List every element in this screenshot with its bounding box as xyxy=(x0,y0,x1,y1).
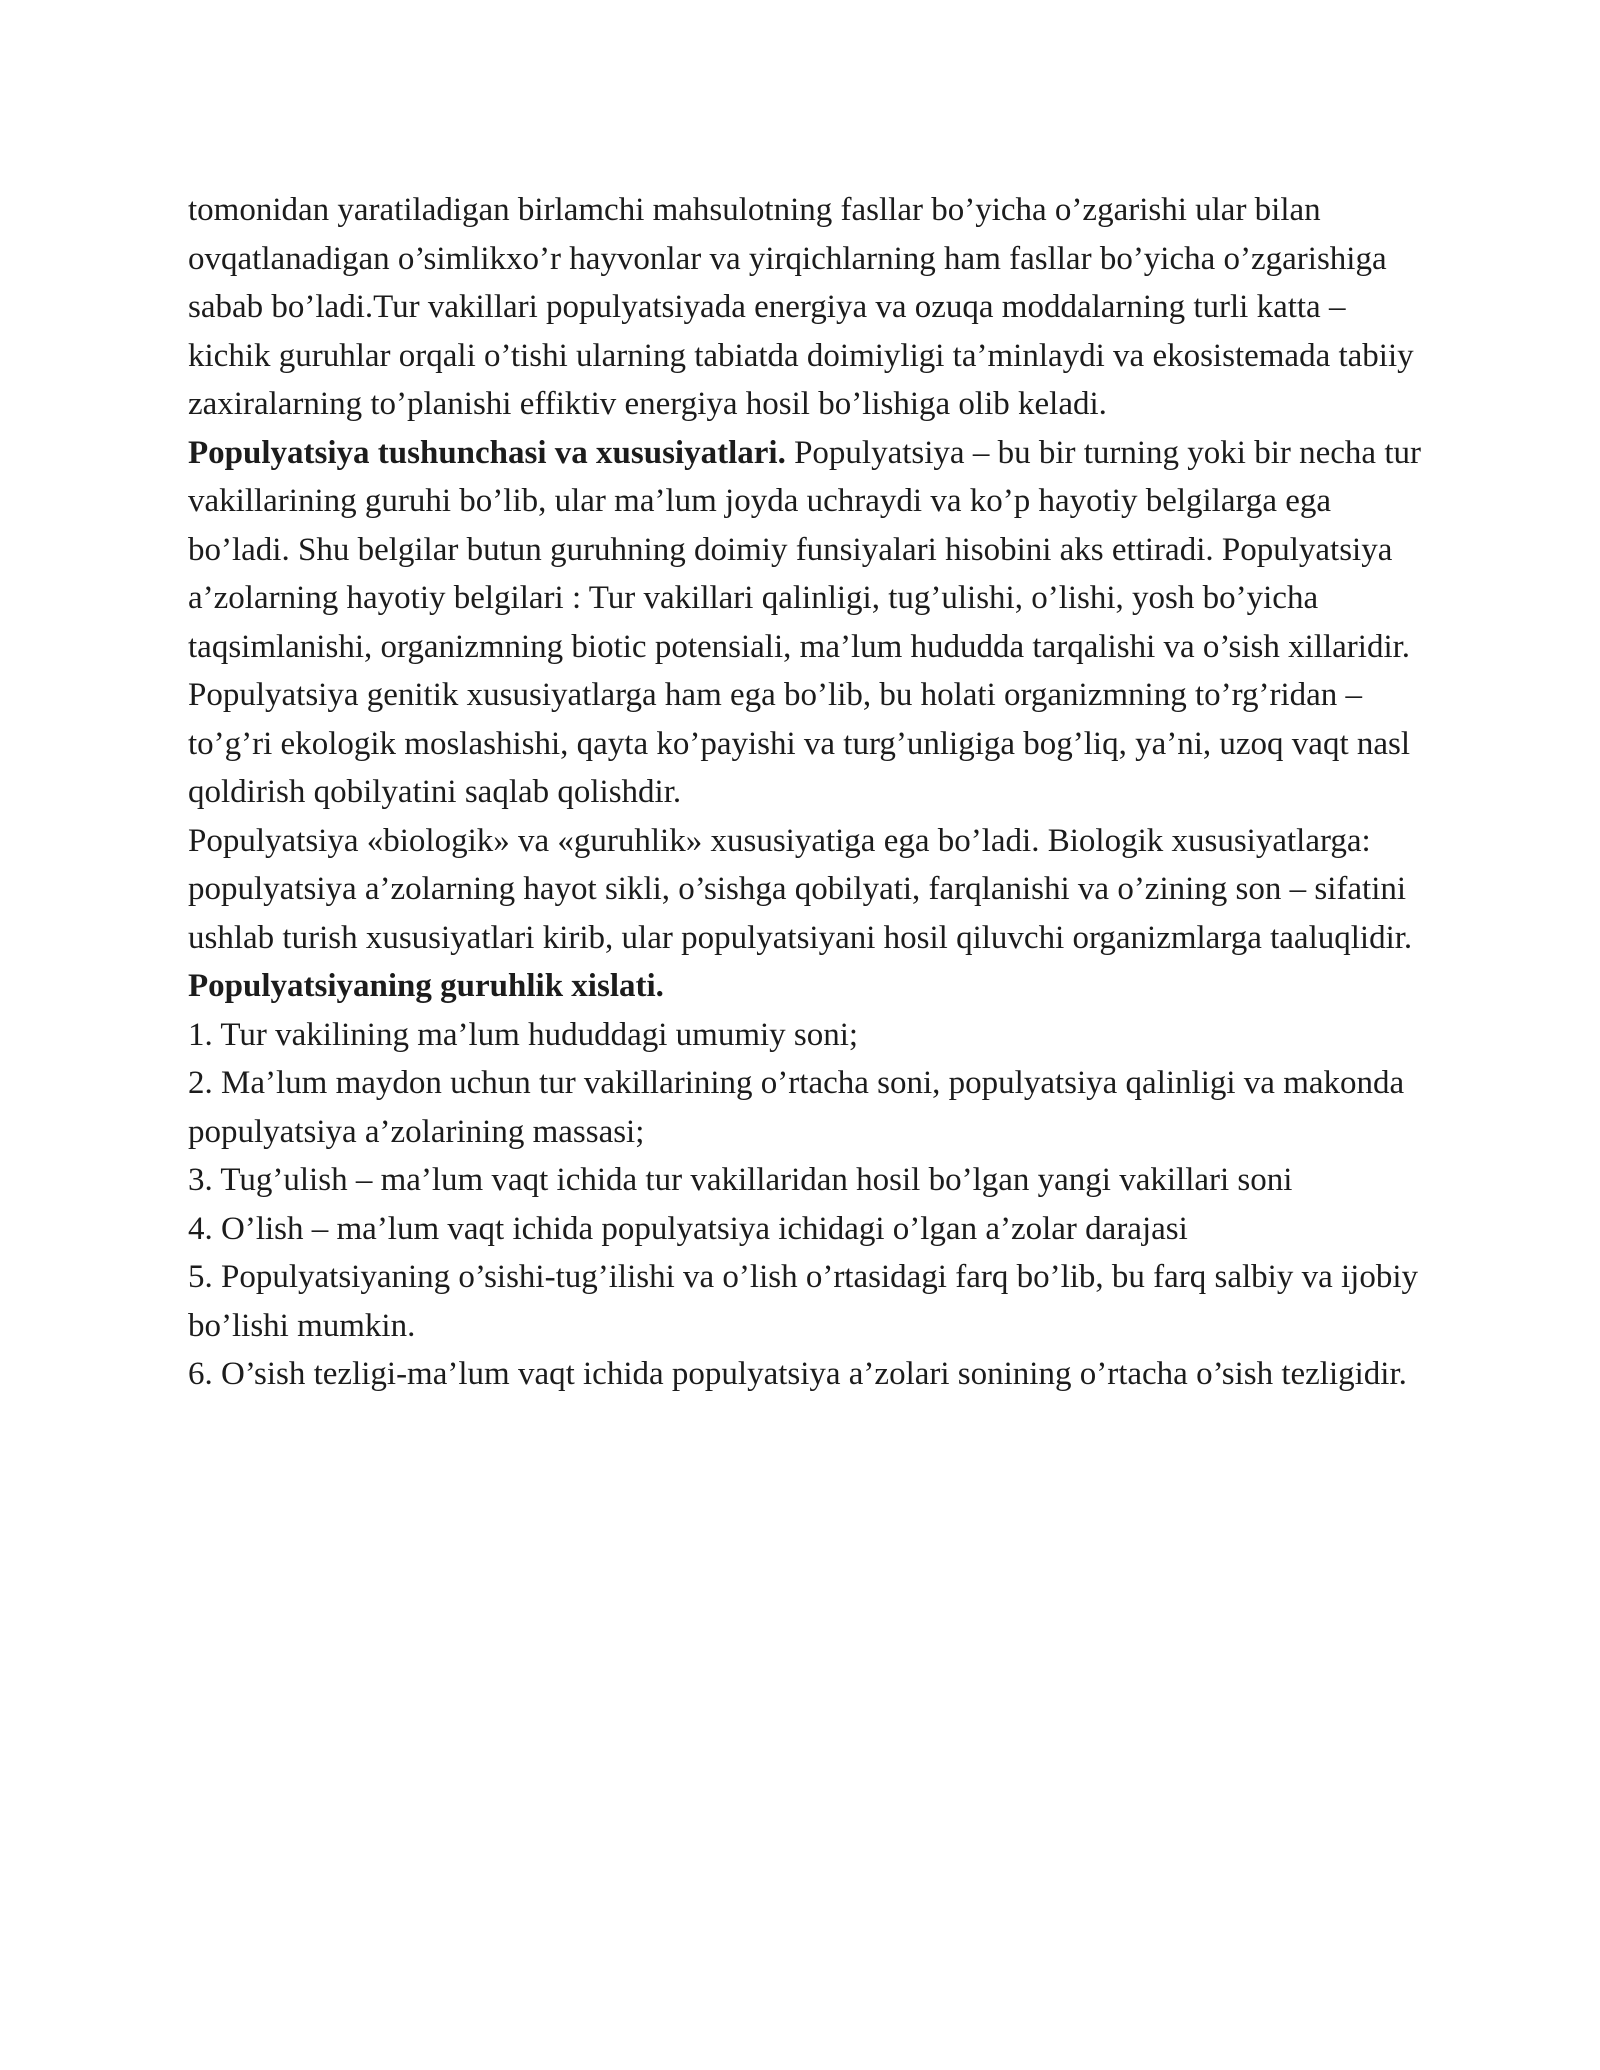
list-item: 2. Ma’lum maydon uchun tur vakillarining o’rtacha soni, populyatsiya qalinligi va makonda populyatsiya a’zolarining massasi; xyxy=(188,1065,1405,1150)
list-item: 4. O’lish – ma’lum vaqt ichida populyatsiya ichidagi o’lgan a’zolar darajasi xyxy=(188,1210,1188,1247)
list-item: 3. Tug’ulish – ma’lum vaqt ichida tur vakillaridan hosil bo’lgan yangi vakillari soni xyxy=(188,1162,1293,1198)
list-item: 1. Tur vakilining ma’lum hududdagi umumiy soni; xyxy=(188,1016,859,1053)
group-traits-list xyxy=(188,1011,1428,1399)
section-heading-group-traits: Populyatsiyaning guruhlik xislati. xyxy=(188,968,664,1004)
list-item: 6. O’sish tezligi-ma’lum vaqt ichida populyatsiya a’zolari sonining o’rtacha o’sish tezligidir. xyxy=(188,1356,1407,1392)
population-concept-paragraph xyxy=(188,429,1428,817)
biological-properties-paragraph: Populyatsiya «biologik» va «guruhlik» xususiyatiga ega bo’ladi. Biologik xususiyatlarga: populyatsiya a’zolarning hayot sikli, o’sishga qobilyati, farqlanishi va o’zining son – sifatini ushlab turish xususiyatlari kirib, ular populyatsiyani hosil qiluvchi organizmlarga taaluqlidir. xyxy=(188,822,1413,956)
intro-paragraph: tomonidan yaratiladigan birlamchi mahsulotning fasllar bo’yicha o’zgarishi ular bilan ovqatlanadigan o’simlikxo’r hayvonlar va yirqichlarning ham fasllar bo’yicha o’zgarishiga sabab bo’ladi.Tur vakillari populyatsiyada energiya va ozuqa moddalarning turli katta – kichik guruhlar orqali o’tishi ularning tabiatda doimiyligi ta’minlaydi va ekosistemada tabiiy zaxiralarning to’planishi effiktiv energiya hosil bo’lishiga olib keladi. xyxy=(188,192,1414,422)
document-page xyxy=(188,186,1428,1399)
population-concept-text: Populyatsiya – bu bir turning yoki bir necha tur vakillarining guruhi bo’lib, ular ma’lum joyda uchraydi va ko’p hayotiy belgilarga ega bo’ladi. Shu belgilar butun guruhning doimiy funsiyalari hisobini aks ettiradi. Populyatsiya a’zolarning hayotiy belgilari : Tur vakillari qalinligi, tug’ulishi, o’lishi, yosh bo’yicha taqsimlanishi, organizmning biotic potensiali, ma’lum hududda tarqalishi va o’sish xillaridir. Populyatsiya genitik xususiyatlarga ham ega bo’lib, bu holati organizmning to’rg’ridan – to’g’ri ekologik moslashishi, qayta ko’payishi va turg’unligiga bog’liq, ya’ni, uzoq vaqt nasl qoldirish qobilyatini saqlab qolishdir. xyxy=(188,434,1421,810)
section-heading-population-concept: Populyatsiya tushunchasi va xususiyatlari. xyxy=(188,434,786,471)
list-item: 5. Populyatsiyaning o’sishi-tug’ilishi va o’lish o’rtasidagi farq bo’lib, bu farq salbiy va ijobiy bo’lishi mumkin. xyxy=(188,1259,1419,1344)
